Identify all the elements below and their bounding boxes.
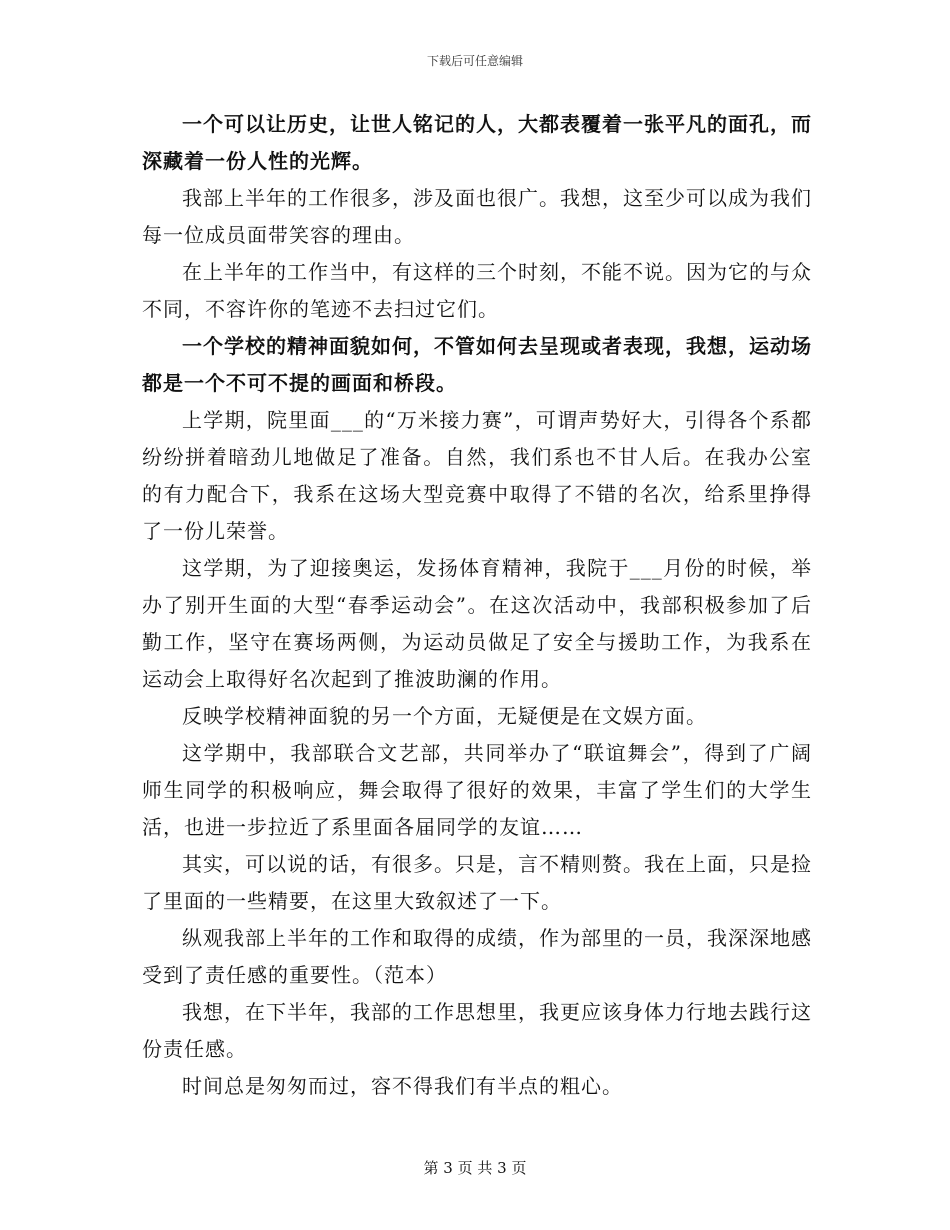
page-footer: 第 3 页 共 3 页 — [423, 1159, 527, 1177]
page-header: 下载后可任意编辑 — [426, 54, 523, 68]
paragraph-11: 我想，在下半年，我部的工作思想里，我更应该身体力行地去践行这份责任感。 — [142, 1000, 812, 1061]
paragraph-12: 时间总是匆匆而过，容不得我们有半点的粗心。 — [182, 1074, 623, 1098]
paragraph-4: 一个学校的精神面貌如何，不管如何去呈现或者表现，我想，运动场都是一个不可不提的画面和桥段。 — [142, 334, 812, 395]
document-body — [142, 106, 812, 1105]
paragraph-10: 纵观我部上半年的工作和取得的成绩，作为部里的一员，我深深地感受到了责任感的重要性。（范本） — [142, 926, 812, 987]
paragraph-5: 上学期，院里面___的“万米接力赛”，可谓声势好大，引得各个系都纷纷拼着暗劲儿地做足了准备。自然，我们系也不甘人后。在我办公室的有力配合下，我系在这场大型竞赛中取得了不错的名次，给系里挣得了一份儿荣誉。 — [142, 408, 812, 543]
paragraph-3: 在上半年的工作当中，有这样的三个时刻，不能不说。因为它的与众不同，不容许你的笔迹不去扫过它们。 — [142, 260, 812, 321]
paragraph-1: 一个可以让历史，让世人铭记的人，大都表覆着一张平凡的面孔，而深藏着一份人性的光辉。 — [142, 112, 812, 173]
paragraph-7: 反映学校精神面貌的另一个方面，无疑便是在文娱方面。 — [182, 704, 707, 728]
paragraph-8: 这学期中，我部联合文艺部，共同举办了“联谊舞会”，得到了广阔师生同学的积极响应，舞会取得了很好的效果，丰富了学生们的大学生活，也进一步拉近了系里面各届同学的友谊…… — [142, 741, 812, 839]
paragraph-2: 我部上半年的工作很多，涉及面也很广。我想，这至少可以成为我们每一位成员面带笑容的理由。 — [142, 186, 812, 247]
paragraph-9: 其实，可以说的话，有很多。只是，言不精则赘。我在上面，只是捡了里面的一些精要，在这里大致叙述了一下。 — [142, 852, 812, 913]
paragraph-6: 这学期，为了迎接奥运，发扬体育精神，我院于___月份的时候，举办了别开生面的大型“春季运动会”。在这次活动中，我部积极参加了后勤工作，坚守在赛场两侧，为运动员做足了安全与援助工作，为我系在运动会上取得好名次起到了推波助澜的作用。 — [142, 556, 812, 691]
